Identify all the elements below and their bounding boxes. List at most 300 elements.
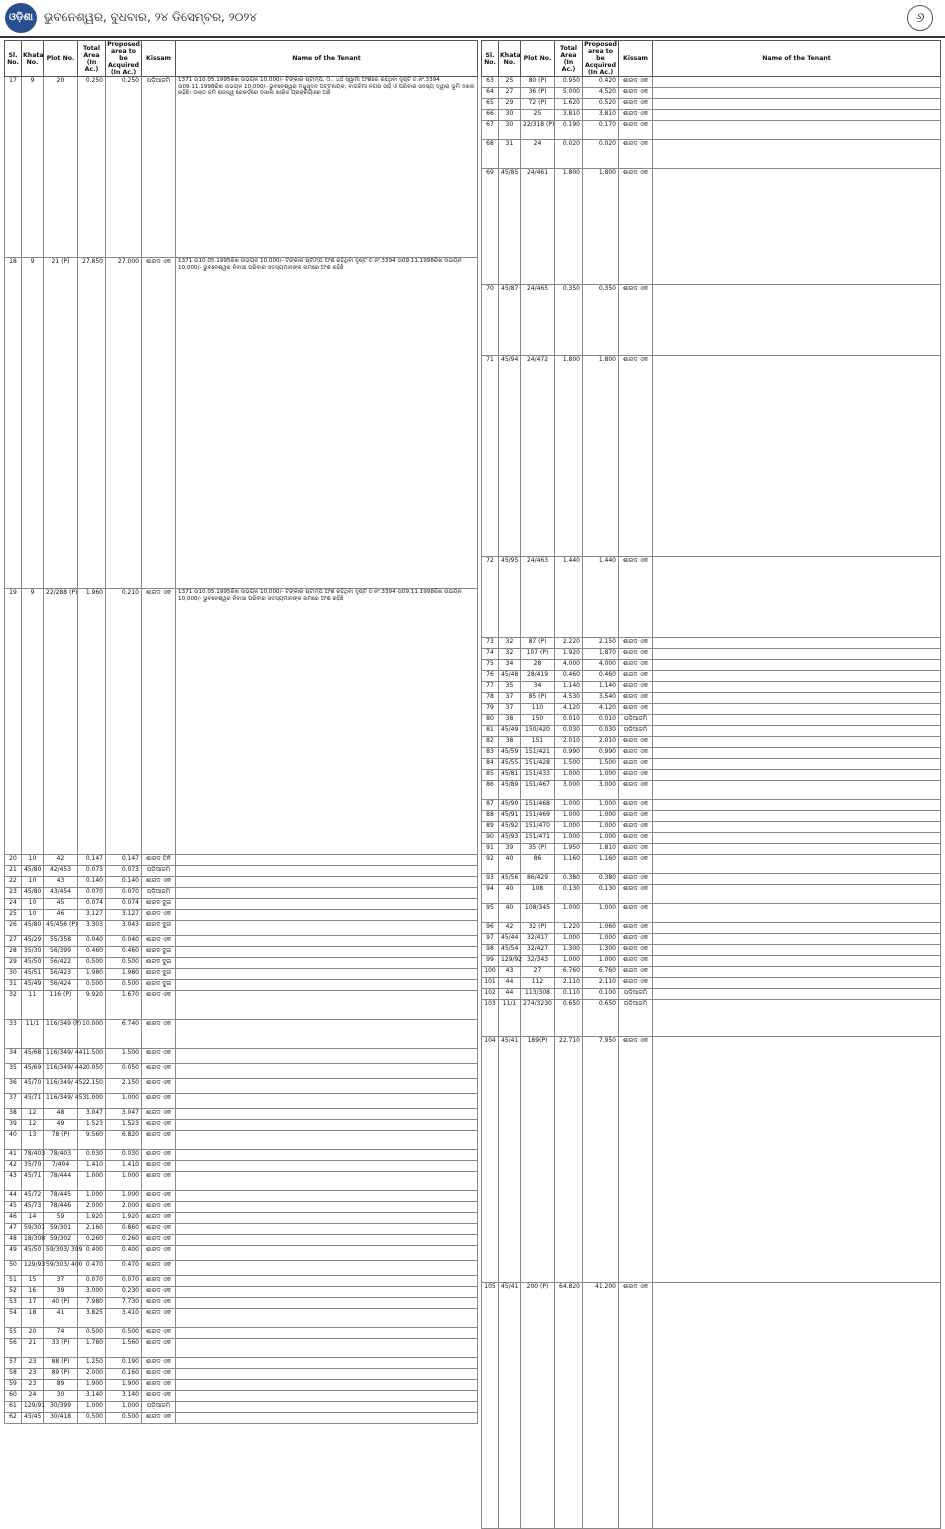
tenant-name-cell [176,1094,478,1109]
table-row [482,811,941,822]
proposed-area-cell: 1.000 [106,1094,142,1109]
kissam-cell: ଶାରଦ ଏକ [619,967,653,978]
proposed-area-cell: 0.500 [106,958,142,969]
kissam-cell: ଶାରଦ ଏକ [619,660,653,671]
col-total: Total Area (In Ac.) [78,41,106,77]
sl-cell: 80 [482,715,499,726]
table-row [5,958,478,969]
sl-cell: 20 [5,855,22,866]
sl-cell: 67 [482,121,499,140]
tenant-name-cell [176,899,478,910]
plot-cell: 27 [521,967,555,978]
proposed-area-cell: 1.000 [583,822,619,833]
table-row [482,770,941,781]
tenant-name-cell [653,833,941,844]
khata-cell: 45/71 [22,1172,44,1191]
tenant-name-cell [653,855,941,874]
kissam-cell: ଶାରଦ ଏକ [619,855,653,874]
plot-cell: 55/358 [44,936,78,947]
plot-cell: 45 [44,899,78,910]
kissam-cell: ପଡ଼ିଆଜମି [142,866,176,877]
col-plot: Plot No. [521,41,555,77]
kissam-cell: ଶାରଦ ଏକ [142,1131,176,1150]
kissam-cell: ଶାରଦ ଏକ [619,1283,653,1529]
total-area-cell: 1.980 [78,969,106,980]
sl-cell: 104 [482,1037,499,1283]
sl-cell: 57 [5,1358,22,1369]
table-row [482,671,941,682]
khata-cell: 31 [499,140,521,169]
kissam-cell: ଶାରଦ ଏକ [142,1328,176,1339]
total-area-cell: 1.300 [555,945,583,956]
total-area-cell: 4.530 [555,693,583,704]
plot-cell: 32/427 [521,945,555,956]
tenant-name-cell [176,1202,478,1213]
right-column [481,40,941,1529]
plot-cell: 37 [44,1276,78,1287]
plot-cell: 32/343 [521,956,555,967]
total-area-cell: 0.250 [78,77,106,258]
sl-cell: 73 [482,638,499,649]
sl-cell: 65 [482,99,499,110]
total-area-cell: 1.000 [555,822,583,833]
total-area-cell: 1.440 [555,557,583,638]
table-row [5,980,478,991]
table-row [482,356,941,557]
khata-cell: 10 [22,899,44,910]
plot-cell: 116/349 (P) [44,1020,78,1049]
tenant-name-cell [653,77,941,88]
sl-cell: 96 [482,923,499,934]
table-row [482,855,941,874]
sl-cell: 97 [482,934,499,945]
table-row [5,1358,478,1369]
proposed-area-cell: 2.150 [583,638,619,649]
total-area-cell: 0.073 [78,866,106,877]
total-area-cell: 1.140 [555,682,583,693]
total-area-cell: 1.000 [555,934,583,945]
proposed-area-cell: 1.410 [106,1161,142,1172]
kissam-cell: ଶାରଦ ଏକ [619,110,653,121]
total-area-cell: 0.190 [555,121,583,140]
khata-cell: 32 [499,649,521,660]
proposed-area-cell: 0.400 [106,1246,142,1261]
khata-cell: 45/69 [22,1064,44,1079]
plot-cell: 108/345 [521,904,555,923]
table-row [482,121,941,140]
khata-cell: 45/56 [499,874,521,885]
table-row [5,589,478,855]
table-row [5,1298,478,1309]
tenant-name-cell [653,770,941,781]
kissam-cell: ଶାରଦ ଏକ [619,748,653,759]
khata-cell: 45/50 [22,958,44,969]
table-row [5,1020,478,1049]
kissam-cell: ଶାରଦ ଏକ [142,1261,176,1276]
table-row [5,1246,478,1261]
table-row [5,1224,478,1235]
kissam-cell: ଶାରଦ ଏକ [142,1109,176,1120]
table-row [5,1328,478,1339]
total-area-cell: 0.650 [555,1000,583,1037]
proposed-area-cell: 0.860 [106,1224,142,1235]
sl-cell: 46 [5,1213,22,1224]
table-row [5,77,478,258]
total-area-cell: 0.040 [78,936,106,947]
table-row [482,682,941,693]
tenant-name-cell [653,110,941,121]
sl-cell: 19 [5,589,22,855]
tenant-name-cell: 1371 ତା10.05.1995ରିଖ ଉଭୟନ 10,000/- ଟଙ୍କାର ଷ୍ଟାମ୍ପ ଅଂଶ ରହିଥିବା ଦୃଷ୍ଟ ତ.ନଂ.3394 ତା09.11.1998ରିଖ ଉଭୟନ 10,000/- ଭୁବନେଶ୍ୱର ନିବାସୀ ପରିବାର ସଦସ୍ୟମାନଙ୍କ ନାମରେ ଅଂଶ ରହିଛି [176,258,478,589]
kissam-cell: ଶାରଦ ଏକ [619,121,653,140]
kissam-cell: ପଡ଼ିଆଜମି [142,1402,176,1413]
total-area-cell: 1.000 [78,1191,106,1202]
plot-cell: 59/301 [44,1224,78,1235]
sl-cell: 89 [482,822,499,833]
sl-cell: 17 [5,77,22,258]
sl-cell: 66 [482,110,499,121]
plot-cell: 151/428 [521,759,555,770]
table-row [5,910,478,921]
total-area-cell: 1.960 [78,589,106,855]
plot-cell: 151/470 [521,822,555,833]
plot-cell: 24/472 [521,356,555,557]
khata-cell: 21 [22,1339,44,1358]
table-row [482,945,941,956]
table-row [5,1150,478,1161]
right-table [481,40,941,1529]
proposed-area-cell: 3.140 [106,1391,142,1402]
sl-cell: 87 [482,800,499,811]
col-sl: Sl. No. [482,41,499,77]
plot-cell: 30/418 [44,1413,78,1424]
tenant-name-cell [653,737,941,748]
khata-cell: 34 [499,660,521,671]
header-dateline: ଭୁବନେଶ୍ୱର, ବୁଧବାର, ୨୪ ଡିସେମ୍ବର, ୨୦୨୪ [44,10,258,24]
total-area-cell: 0.070 [78,888,106,899]
table-row [5,1064,478,1079]
plot-cell: 116/349/ 453 [44,1094,78,1109]
total-area-cell: 0.020 [555,140,583,169]
tenant-name-cell [653,671,941,682]
table-row [482,737,941,748]
col-khata: Khata No. [499,41,521,77]
khata-cell: 45/55 [499,759,521,770]
khata-cell: 10 [22,910,44,921]
sl-cell: 71 [482,356,499,557]
kissam-cell: ଶାରଦ ଏକ [142,1287,176,1298]
proposed-area-cell: 0.160 [106,1369,142,1380]
proposed-area-cell: 0.147 [106,855,142,866]
kissam-cell: ଶାରଦ ଏକ [142,1094,176,1109]
khata-cell: 45/80 [22,888,44,899]
table-row [482,140,941,169]
total-area-cell: 2.220 [555,638,583,649]
plot-cell: 86 [521,855,555,874]
table-row [482,844,941,855]
sl-cell: 77 [482,682,499,693]
tenant-name-cell [176,888,478,899]
table-row [482,169,941,285]
sl-cell: 91 [482,844,499,855]
total-area-cell: 1.000 [78,1094,106,1109]
kissam-cell: ଶାରଦ ତିନି [142,855,176,866]
kissam-cell: ପଡ଼ିଆଜମି [619,989,653,1000]
total-area-cell: 2.000 [78,1369,106,1380]
proposed-area-cell: 0.650 [583,1000,619,1037]
kissam-cell: ଶାରଦ ଏକ [619,77,653,88]
kissam-cell: ଶାରଦ ଏକ [142,1309,176,1328]
kissam-cell: ଶାରଦ ଏକ [142,1064,176,1079]
total-area-cell: 2.110 [555,978,583,989]
table-row [5,1402,478,1413]
plot-cell: 25 [521,110,555,121]
table-row [5,1161,478,1172]
tenant-name-cell [176,1150,478,1161]
proposed-area-cell: 1.000 [583,904,619,923]
proposed-area-cell: 1.800 [583,169,619,285]
kissam-cell: ଶାରଦ ଏକ [142,1413,176,1424]
table-row [482,660,941,671]
khata-cell: 9 [22,258,44,589]
tenant-name-cell [653,638,941,649]
total-area-cell: 3.825 [78,1309,106,1328]
sl-cell: 103 [482,1000,499,1037]
plot-cell: 59/303/ 399 [44,1246,78,1261]
proposed-area-cell: 41.200 [583,1283,619,1529]
khata-cell: 129/93 [22,1261,44,1276]
total-area-cell: 1.920 [78,1213,106,1224]
plot-cell: 87 (P) [521,638,555,649]
total-area-cell: 2.010 [555,737,583,748]
plot-cell: 151/467 [521,781,555,800]
proposed-area-cell: 0.260 [106,1235,142,1246]
proposed-area-cell: 0.170 [583,121,619,140]
khata-cell: 17 [22,1298,44,1309]
table-row [5,1109,478,1120]
tenant-name-cell [653,726,941,737]
proposed-area-cell: 2.110 [583,978,619,989]
plot-cell: 108 [521,885,555,904]
proposed-area-cell: 1.920 [106,1213,142,1224]
kissam-cell: ଶାରଦ ଏକ [142,877,176,888]
kissam-cell: ଶାରଦ ଏକ [619,978,653,989]
plot-cell: 72 (P) [521,99,555,110]
table-row [5,1172,478,1191]
kissam-cell: ପଡ଼ିଆଜମି [619,1000,653,1037]
tenant-name-cell [176,1328,478,1339]
col-khata: Khata No. [22,41,44,77]
plot-cell: 20 [44,77,78,258]
tenant-name-cell [653,169,941,285]
sl-cell: 68 [482,140,499,169]
plot-cell: 78/403 [44,1150,78,1161]
tenant-name-cell [176,991,478,1020]
total-area-cell: 9.560 [78,1131,106,1150]
proposed-area-cell: 1.160 [583,855,619,874]
total-area-cell: 0.500 [78,1413,106,1424]
proposed-area-cell: 1.060 [583,923,619,934]
khata-cell: 11 [22,991,44,1020]
col-kissam: Kissam [619,41,653,77]
plot-cell: 22/288 (P) [44,589,78,855]
plot-cell: 32/417 [521,934,555,945]
kissam-cell: ଶାରଦ ଏକ [619,885,653,904]
table-row [482,110,941,121]
table-row [5,866,478,877]
plot-cell: 45/456 (P) [44,921,78,936]
khata-cell: 45/85 [499,169,521,285]
khata-cell: 11/1 [22,1020,44,1049]
plot-cell: 116/349/ 452 [44,1079,78,1094]
proposed-area-cell: 1.000 [583,833,619,844]
sl-cell: 72 [482,557,499,638]
total-area-cell: 0.400 [78,1246,106,1261]
tenant-name-cell [176,1391,478,1402]
plot-cell: 200 (P) [521,1283,555,1529]
kissam-cell: ଶାରଦ ଏକ [142,1161,176,1172]
khata-cell: 38 [499,715,521,726]
kissam-cell: ଶାରଦ ଏକ [619,833,653,844]
proposed-area-cell: 1.000 [106,1172,142,1191]
proposed-area-cell: 0.470 [106,1261,142,1276]
proposed-area-cell: 1.900 [106,1380,142,1391]
tenant-name-cell [653,885,941,904]
tenant-name-cell [176,1276,478,1287]
table-row [482,693,941,704]
kissam-cell: ଶାରଦ ଏକ [142,1224,176,1235]
tenant-name-cell [176,1339,478,1358]
table-row [482,978,941,989]
khata-cell: 45/49 [22,980,44,991]
total-area-cell: 4.120 [555,704,583,715]
total-area-cell: 4.000 [555,660,583,671]
tenant-name-cell [653,704,941,715]
khata-cell: 45/90 [499,800,521,811]
sl-cell: 48 [5,1235,22,1246]
kissam-cell: ଶାରଦ ଏକ [142,1339,176,1358]
tenant-name-cell [653,844,941,855]
table-row [5,899,478,910]
tenant-name-cell [653,967,941,978]
tenant-name-cell [653,1037,941,1283]
total-area-cell: 1.500 [555,759,583,770]
total-area-cell: 0.070 [78,1276,106,1287]
sl-cell: 29 [5,958,22,969]
sl-cell: 69 [482,169,499,285]
table-row [482,1037,941,1283]
plot-cell: 151 [521,737,555,748]
sl-cell: 92 [482,855,499,874]
table-row [5,855,478,866]
kissam-cell: ଶାରଦ ଏକ [619,737,653,748]
tenant-name-cell [653,660,941,671]
kissam-cell: ଶାରଦ ଏକ [619,682,653,693]
left-table-header [5,41,478,77]
plot-cell: 24/465 [521,285,555,356]
proposed-area-cell: 1.500 [583,759,619,770]
col-plot: Plot No. [44,41,78,77]
sl-cell: 100 [482,967,499,978]
plot-cell: 59/302 [44,1235,78,1246]
total-area-cell: 1.410 [78,1161,106,1172]
sl-cell: 36 [5,1079,22,1094]
proposed-area-cell: 4.520 [583,88,619,99]
total-area-cell: 0.380 [555,874,583,885]
total-area-cell: 1.523 [78,1120,106,1131]
tenant-name-cell [176,1064,478,1079]
sl-cell: 56 [5,1339,22,1358]
kissam-cell: ଶାରଦ ଏକ [619,169,653,285]
kissam-cell: ଶାରଦ ଏକ [619,1037,653,1283]
table-row [482,923,941,934]
col-sl: Sl. No. [5,41,22,77]
proposed-area-cell: 0.070 [106,1276,142,1287]
table-row [5,936,478,947]
total-area-cell: 0.500 [78,1328,106,1339]
plot-cell: 40 (P) [44,1298,78,1309]
khata-cell: 23 [22,1358,44,1369]
plot-cell: 24/463 [521,557,555,638]
sl-cell: 98 [482,945,499,956]
kissam-cell: ଶାରଦ ଏକ [142,589,176,855]
khata-cell: 45/81 [499,770,521,781]
kissam-cell: ଶାରଦ ଏକ [619,140,653,169]
plot-cell: 39 [44,1287,78,1298]
tenant-name-cell [653,1000,941,1037]
tenant-name-cell [176,958,478,969]
kissam-cell: ଶାରଦ ଏକ [142,1235,176,1246]
plot-cell: 78/446 [44,1202,78,1213]
khata-cell: 30 [499,110,521,121]
proposed-area-cell: 0.990 [583,748,619,759]
sl-cell: 62 [5,1413,22,1424]
proposed-area-cell: 1.810 [583,844,619,855]
kissam-cell: ଶାରଦ ଏକ [142,1276,176,1287]
plot-cell: 22/318 (P) [521,121,555,140]
proposed-area-cell: 0.030 [583,726,619,737]
sl-cell: 101 [482,978,499,989]
khata-cell: 45/94 [499,356,521,557]
gazette-logo: ଓଡ଼ିଶା 51 [5,3,37,33]
total-area-cell: 0.050 [78,1064,106,1079]
total-area-cell: 3.000 [78,1287,106,1298]
proposed-area-cell: 1.000 [583,800,619,811]
table-row [5,1131,478,1150]
tenant-name-cell [176,1402,478,1413]
tenant-name-cell [176,866,478,877]
proposed-area-cell: 0.020 [583,140,619,169]
khata-cell: 44 [499,989,521,1000]
plot-cell: 42 [44,855,78,866]
plot-cell: 24/461 [521,169,555,285]
sl-cell: 37 [5,1094,22,1109]
table-row [5,1079,478,1094]
tenant-name-cell [176,980,478,991]
sl-cell: 18 [5,258,22,589]
tenant-name-cell [176,947,478,958]
khata-cell: 10 [22,877,44,888]
khata-cell: 18 [22,1309,44,1328]
plot-cell: 59/303/ 400 [44,1261,78,1276]
tenant-name-cell [653,945,941,956]
proposed-area-cell: 2.010 [583,737,619,748]
proposed-area-cell: 0.190 [106,1358,142,1369]
sl-cell: 26 [5,921,22,936]
plot-cell: 88 (P) [44,1358,78,1369]
khata-cell: 45/59 [499,748,521,759]
table-row [5,991,478,1020]
